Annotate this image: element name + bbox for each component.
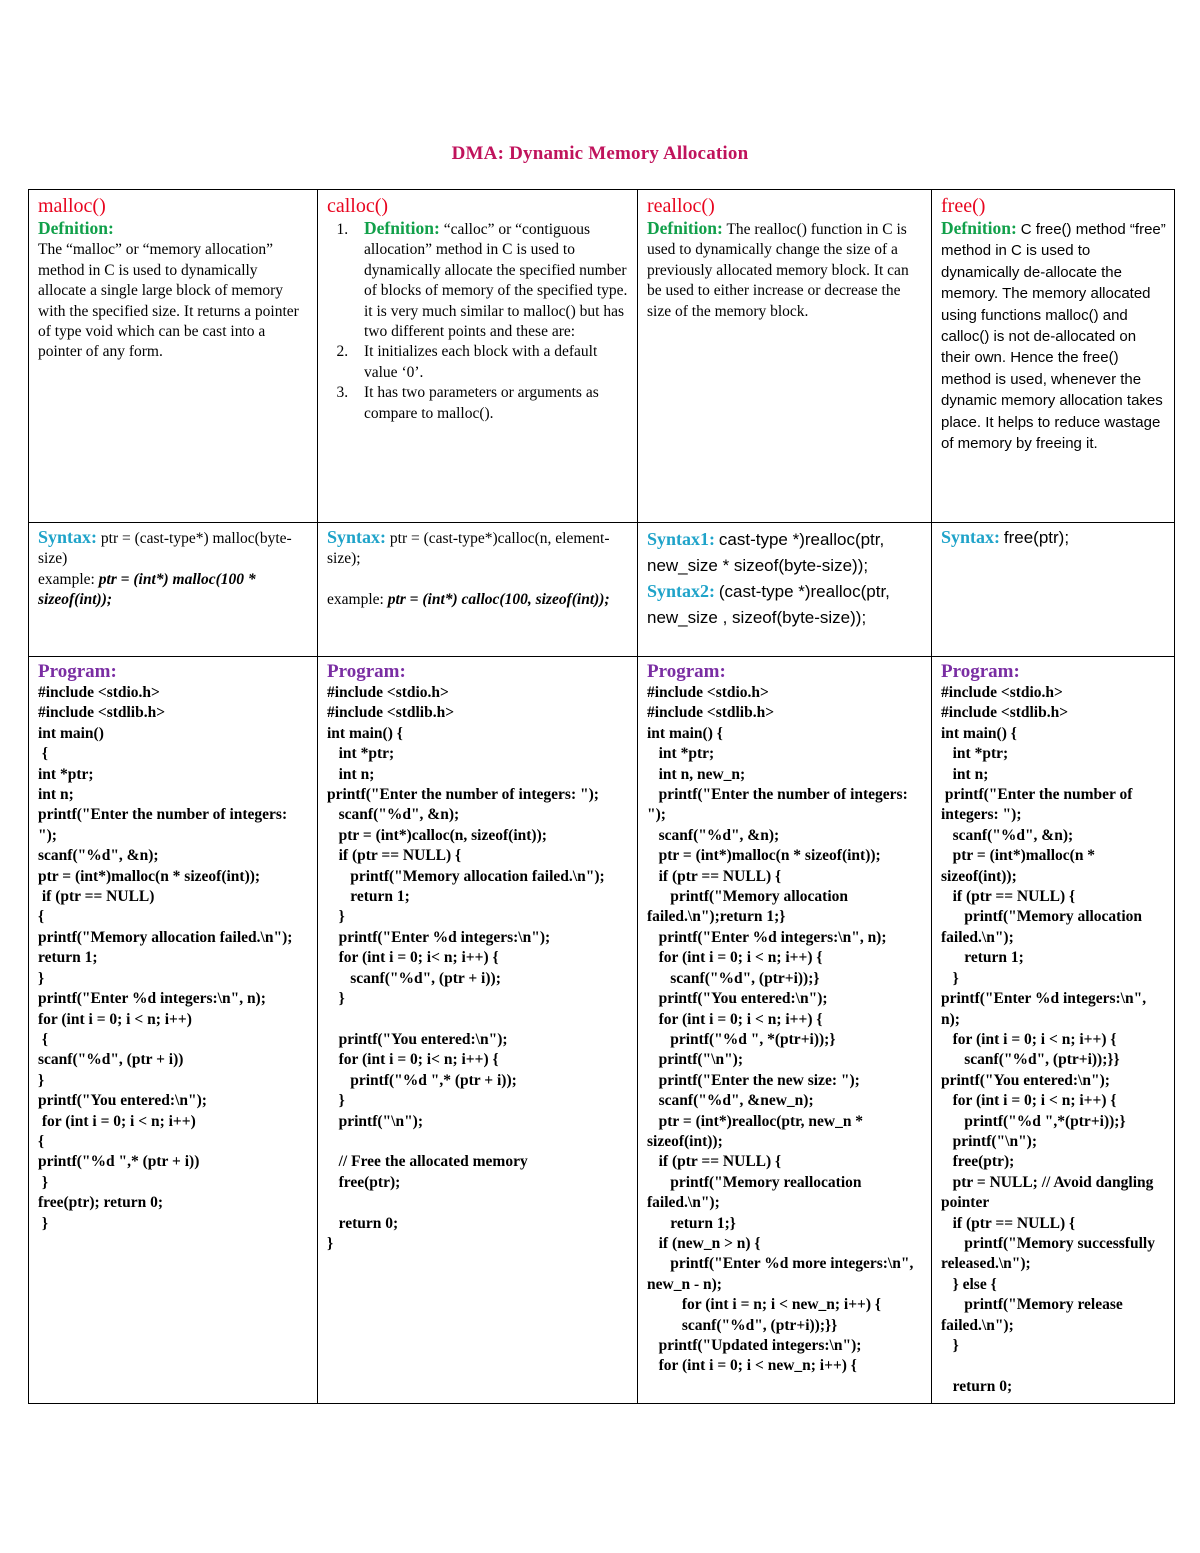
calloc-definition-cell [318, 190, 638, 523]
realloc-heading: realloc() [647, 195, 715, 217]
realloc-syntax1-text: cast-type *)realloc(ptr, new_size * sizeof(byte-size)); [647, 530, 885, 575]
page-title: DMA: Dynamic Memory Allocation [451, 143, 749, 164]
malloc-syntax-cell [29, 523, 318, 657]
calloc-definition-item: 2. It initializes each block with a default value ‘0’. [352, 342, 629, 383]
calloc-program-code: #include <stdio.h> #include <stdlib.h> int main() { int *ptr; int n; printf("Enter the number of integers: "); scanf("%d", &n); ptr = (int*)calloc(n, sizeof(int)); if (ptr == NULL) { printf("Memory allocation failed.\n"); return 1; } printf("Enter %d integers:\n"); for (int i = 0; i< n; i++) { scanf("%d", (ptr + i)); } printf("You entered:\n"); for (int i = 0; i< n; i++) { printf("%d ",* (ptr + i)); } printf("\n"); // Free the allocated memory free(ptr); return 0; } [327, 684, 605, 1252]
free-program-cell [932, 657, 1175, 1404]
calloc-example-code: ptr = (int*) calloc(100, sizeof(int)); [387, 591, 610, 609]
program-row [29, 657, 1175, 1404]
malloc-syntax-label: Syntax: [38, 527, 98, 547]
free-syntax-cell [932, 523, 1175, 657]
calloc-syntax-text: ptr = (cast-type*)calloc(n, element-size); [327, 530, 610, 568]
realloc-program-code: #include <stdio.h> #include <stdlib.h> int main() { int *ptr; int n, new_n; printf("Enter the number of integers: "); scanf("%d", &n); ptr = (int*)malloc(n * sizeof(int)); if (ptr == NULL) { printf("Memory allocation failed.\n");return 1;} printf("Enter %d integers:\n", n); for (int i = 0; i < n; i++) { scanf("%d", (ptr+i));} printf("You entered:\n"); for (int i = 0; i < n; i++) { printf("%d ", *(ptr+i));} printf("\n"); printf("Enter the new size: "); scanf("%d", &new_n); ptr = (int*)realloc(ptr, new_n * sizeof(int)); if (ptr == NULL) { printf("Memory reallocation failed.\n"); return 1;} if (new_n > n) { printf("Enter %d more integers:\n", new_n - n); for (int i = n; i < new_n; i++) { scanf("%d", (ptr+i));}} printf("Updated integers:\n"); for (int i = 0; i < new_n; i++) { [647, 684, 914, 1375]
realloc-program-label: Program: [647, 661, 726, 682]
realloc-program-cell [638, 657, 932, 1404]
free-heading: free() [941, 195, 986, 217]
calloc-example-prefix: example: [327, 591, 384, 609]
realloc-syntax1-label: Syntax1: [647, 529, 716, 549]
calloc-definition-list [327, 218, 629, 424]
realloc-syntax2-text: (cast-type *)realloc(ptr, new_size , sizeof(byte-size)); [647, 582, 890, 627]
free-syntax-label: Syntax: [941, 527, 1001, 547]
calloc-heading: calloc() [327, 195, 389, 217]
realloc-definition-text: The realloc() function in C is used to dynamically change the size of a previously allocated memory block. It can be used to either increase or decrease the size of the memory block. [647, 221, 909, 320]
free-program-label: Program: [941, 661, 1020, 682]
free-definition-cell [932, 190, 1175, 523]
calloc-definition-item: 3. It has two parameters or arguments as compare to malloc(). [352, 383, 629, 424]
calloc-program-label: Program: [327, 661, 406, 682]
malloc-definition-label: Defnition: [38, 218, 114, 238]
realloc-syntax-cell [638, 523, 932, 657]
malloc-definition-cell [29, 190, 318, 523]
calloc-definition-text: “calloc” or “contiguous allocation” method in C is used to dynamically allocate the specified number of blocks of memory of the specified type. it is very much similar to malloc() but has two different points and these are: [364, 221, 628, 341]
malloc-definition-text: The “malloc” or “memory allocation” method in C is used to dynamically allocate a single large block of memory with the specified size. It returns a pointer of type void which can be cast into a pointer of any form. [38, 241, 299, 361]
malloc-example-prefix: example: [38, 570, 95, 588]
malloc-program-code: #include <stdio.h> #include <stdlib.h> int main() { int *ptr; int n; printf("Enter the number of integers: "); scanf("%d", &n); ptr = (int*)malloc(n * sizeof(int)); if (ptr == NULL) { printf("Memory allocation failed.\n"); return 1; } printf("Enter %d integers:\n", n); for (int i = 0; i < n; i++) { scanf("%d", (ptr + i)) } printf("You entered:\n"); for (int i = 0; i < n; i++) { printf("%d ",* (ptr + i)) } free(ptr); return 0; } [38, 684, 293, 1232]
malloc-program-label: Program: [38, 661, 117, 682]
definition-row [29, 190, 1175, 523]
calloc-program-cell [318, 657, 638, 1404]
calloc-syntax-label: Syntax: [327, 527, 387, 547]
free-definition-label: Defnition: [941, 218, 1017, 238]
calloc-definition-label: Defnition: [364, 218, 440, 238]
calloc-definition-item [352, 218, 629, 342]
calloc-syntax-cell [318, 523, 638, 657]
dma-table [28, 189, 1175, 1404]
malloc-program-cell [29, 657, 318, 1404]
free-syntax-text: free(ptr); [1003, 528, 1070, 547]
syntax-row [29, 523, 1175, 657]
realloc-definition-label: Defnition: [647, 218, 723, 238]
malloc-syntax-text: ptr = (cast-type*) malloc(byte-size) [38, 530, 292, 568]
free-definition-text: C free() method “free” method in C is used to dynamically de-allocate the memory. The memory allocated using functions malloc() and calloc() is not de-allocated on their own. Hence the free() method is used, whenever the dynamic memory allocation takes place. It helps to reduce wastage of memory by freeing it. [941, 221, 1166, 453]
malloc-heading: malloc() [38, 195, 106, 217]
realloc-syntax2-label: Syntax2: [647, 581, 716, 601]
free-program-code: #include <stdio.h> #include <stdlib.h> int main() { int *ptr; int n; printf("Enter the number of integers: "); scanf("%d", &n); ptr = (int*)malloc(n * sizeof(int)); if (ptr == NULL) { printf("Memory allocation failed.\n"); return 1; } printf("Enter %d integers:\n", n); for (int i = 0; i < n; i++) { scanf("%d", (ptr+i));}} printf("You entered:\n"); for (int i = 0; i < n; i++) { printf("%d ",*(ptr+i));} printf("\n"); free(ptr); ptr = NULL; // Avoid dangling pointer if (ptr == NULL) { printf("Memory successfully released.\n"); } else { printf("Memory release failed.\n"); } return 0; [941, 684, 1155, 1395]
malloc-example-code: ptr = (int*) malloc(100 * sizeof(int)); [38, 570, 256, 609]
realloc-definition-cell [638, 190, 932, 523]
